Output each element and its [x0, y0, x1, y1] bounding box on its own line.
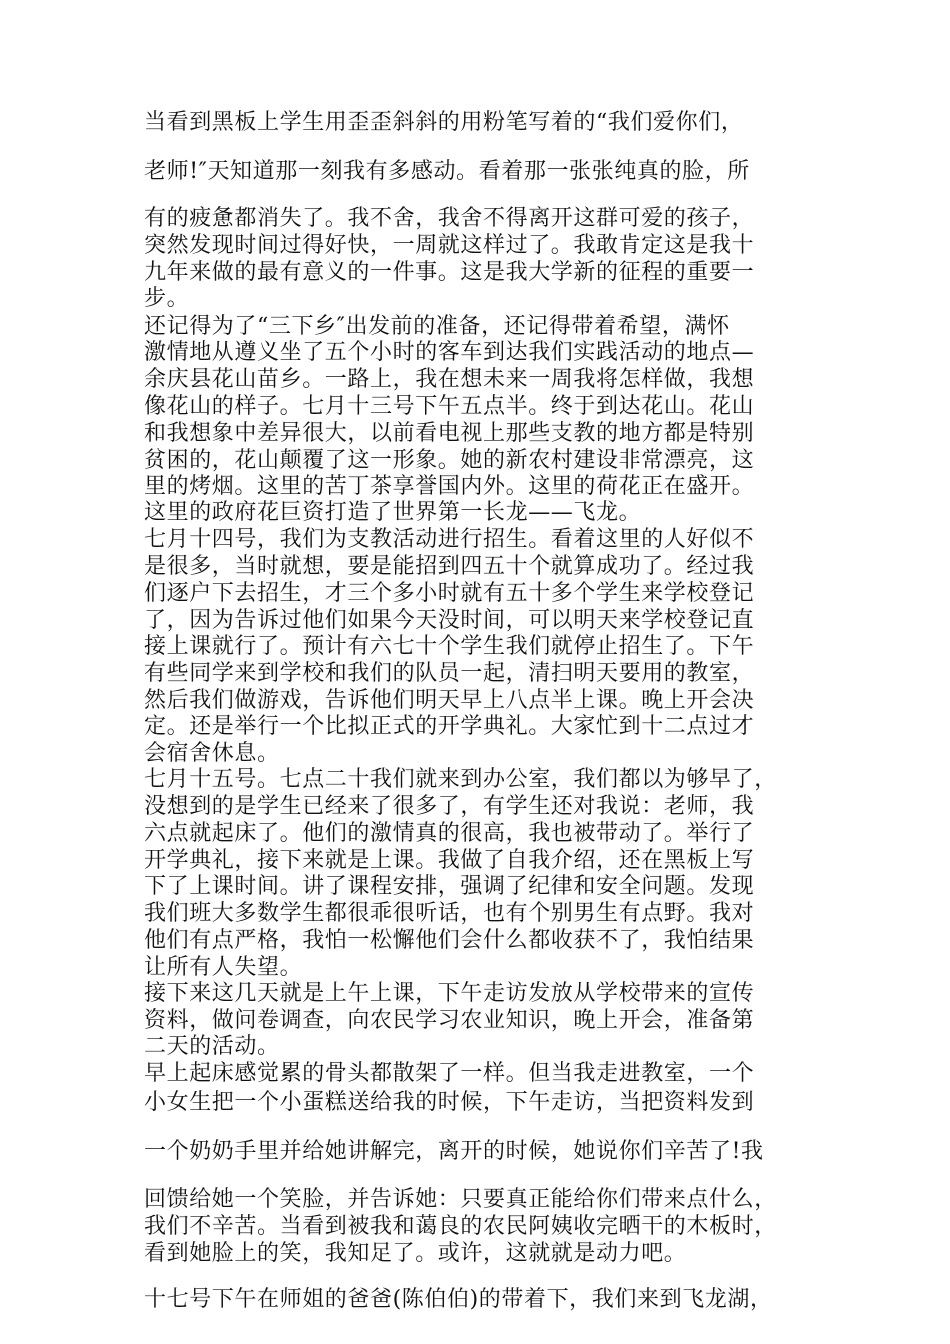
- text-line: 老师!″天知道那一刻我有多感动。看着那一张张纯真的脸，所: [144, 159, 750, 184]
- text-line: 有的疲惫都消失了。我不舍，我舍不得离开这群可爱的孩子，: [144, 206, 755, 231]
- text-line: 有些同学来到学校和我们的队员一起，清扫明天要用的教室，: [144, 661, 755, 686]
- text-line: 步。: [144, 286, 190, 311]
- text-line: 是很多，当时就想，要是能招到四五十个就算成功了。经过我: [144, 554, 755, 579]
- text-line: 贫困的，花山颠覆了这一形象。她的新农村建设非常漂亮，这: [144, 448, 755, 473]
- text-line: 们逐户下去招生，才三个多小时就有五十多个学生来学校登记: [144, 581, 755, 606]
- text-line: 还记得为了“三下乡″出发前的准备，还记得带着希望，满怀: [144, 314, 730, 339]
- text-line: 回馈给她一个笑脸，并告诉她：只要真正能给你们带来点什么，: [144, 1187, 777, 1212]
- text-line: 里的烤烟。这里的苦丁茶享誉国内外。这里的荷花正在盛开。: [144, 474, 755, 499]
- text-line: 二天的活动。: [144, 1034, 280, 1059]
- text-line: 下了上课时间。讲了课程安排，强调了纪律和安全问题。发现: [144, 874, 755, 899]
- text-line: 这里的政府花巨资打造了世界第一长龙——飞龙。: [144, 500, 642, 525]
- text-line: 资料，做问卷调查，向农民学习农业知识，晚上开会，准备第: [144, 1008, 755, 1033]
- text-line: 没想到的是学生已经来了很多了，有学生还对我说：老师，我: [144, 794, 755, 819]
- text-line: 突然发现时间过得好快，一周就这样过了。我敢肯定这是我十: [144, 233, 755, 258]
- text-line: 和我想象中差异很大，以前看电视上那些支教的地方都是特别: [144, 421, 755, 446]
- text-line: 定。还是举行一个比拟正式的开学典礼。大家忙到十二点过才: [144, 714, 755, 739]
- text-line: 让所有人失望。: [144, 955, 303, 980]
- text-line: 我们不辛苦。当看到被我和蔼良的农民阿姨收完晒干的木板时，: [144, 1214, 777, 1239]
- text-line: 七月十五号。七点二十我们就来到办公室，我们都以为够早了，: [144, 767, 777, 792]
- text-line: 会宿舍休息。: [144, 741, 280, 766]
- text-line: 一个奶奶手里并给她讲解完，离开的时候，她说你们辛苦了!我: [144, 1139, 764, 1164]
- text-line: 九年来做的最有意义的一件事。这是我大学新的征程的重要一: [144, 260, 755, 285]
- text-line: 开学典礼，接下来就是上课。我做了自我介绍，还在黑板上写: [144, 848, 755, 873]
- text-line: 小女生把一个小蛋糕送给我的时候，下午走访，当把资料发到: [144, 1090, 755, 1115]
- text-line: 接下来这几天就是上午上课，下午走访发放从学校带来的宣传: [144, 981, 755, 1006]
- text-line: 我们班大多数学生都很乖很听话，也有个别男生有点野。我对: [144, 901, 755, 926]
- text-line: 他们有点严格，我怕一松懈他们会什么都收获不了，我怕结果: [144, 928, 755, 953]
- text-line: 十七号下午在师姐的爸爸(陈伯伯)的带着下，我们来到飞龙湖，: [144, 1287, 773, 1312]
- text-line: 当看到黑板上学生用歪歪斜斜的用粉笔写着的“我们爱你们，: [144, 110, 744, 135]
- text-line: 余庆县花山苗乡。一路上，我在想未来一周我将怎样做，我想: [144, 367, 755, 392]
- text-line: 像花山的样子。七月十三号下午五点半。终于到达花山。花山: [144, 394, 755, 419]
- text-line: 接上课就行了。预计有六七十个学生我们就停止招生了。下午: [144, 634, 755, 659]
- text-line: 然后我们做游戏，告诉他们明天早上八点半上课。晚上开会决: [144, 688, 755, 713]
- text-line: 激情地从遵义坐了五个小时的客车到达我们实践活动的地点—: [144, 340, 755, 365]
- text-line: 了，因为告诉过他们如果今天没时间，可以明天来学校登记直: [144, 608, 755, 633]
- text-line: 七月十四号，我们为支教活动进行招生。看着这里的人好似不: [144, 527, 755, 552]
- text-line: 早上起床感觉累的骨头都散架了一样。但当我走进教室，一个: [144, 1061, 755, 1086]
- text-line: 看到她脸上的笑，我知足了。或许，这就就是动力吧。: [144, 1241, 687, 1266]
- text-line: 六点就起床了。他们的激情真的很高，我也被带动了。举行了: [144, 821, 755, 846]
